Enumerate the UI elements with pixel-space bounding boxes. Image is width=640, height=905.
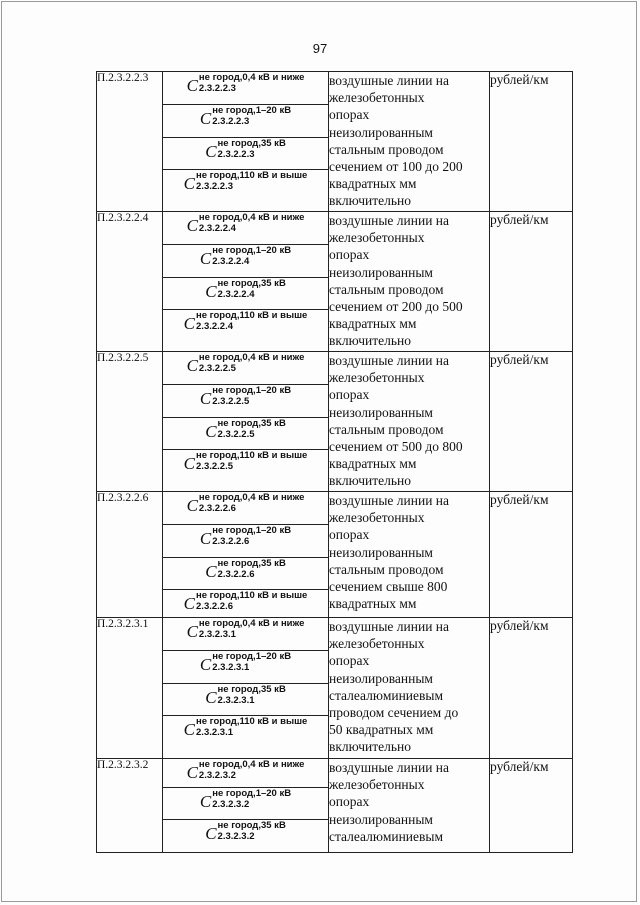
description-line: железобетонных bbox=[329, 777, 425, 793]
symbol-superscript: не город,0,4 кВ и ниже bbox=[198, 492, 305, 503]
description-line: квадратных мм bbox=[329, 316, 417, 332]
symbol-cell bbox=[163, 492, 329, 618]
rate-symbol bbox=[163, 557, 328, 589]
symbol-letter: C bbox=[199, 655, 212, 674]
rate-symbol bbox=[163, 492, 328, 524]
symbol-superscript: не город,1–20 кВ bbox=[212, 651, 292, 662]
symbol-indices bbox=[218, 559, 286, 580]
symbol-letter: C bbox=[186, 356, 198, 375]
description-line: неизолированным bbox=[329, 124, 433, 140]
symbol-letter: C bbox=[183, 174, 196, 193]
symbol-subscript: 2.3.2.2.3 bbox=[217, 149, 255, 160]
symbol-indices bbox=[212, 246, 291, 267]
symbol-letter: C bbox=[186, 216, 198, 235]
description-line: 50 квадратных мм bbox=[329, 722, 434, 738]
symbol-cell bbox=[163, 212, 329, 352]
rate-symbol bbox=[163, 787, 328, 819]
row-unit: рублей/км bbox=[490, 618, 573, 759]
symbol-subscript: 2.3.2.2.4 bbox=[212, 256, 250, 267]
table-row bbox=[97, 759, 573, 853]
description-line: неизолированным bbox=[329, 544, 433, 560]
row-description bbox=[329, 212, 490, 352]
symbol-indices bbox=[218, 821, 286, 842]
description-line: квадратных мм bbox=[329, 176, 417, 192]
row-unit: рублей/км bbox=[490, 759, 573, 853]
description-line: неизолированным bbox=[329, 811, 433, 827]
row-code: П.2.3.2.2.6 bbox=[97, 492, 163, 618]
symbol-superscript: не город,0,4 кВ и ниже bbox=[198, 352, 305, 363]
description-line: опорах bbox=[329, 794, 370, 810]
symbol-superscript: не город,110 кВ и выше bbox=[196, 310, 308, 321]
symbol-indices bbox=[199, 353, 305, 374]
description-line: железобетонных bbox=[329, 90, 425, 106]
symbol-letter: C bbox=[205, 282, 217, 301]
description-line: воздушные линии на bbox=[329, 213, 450, 228]
symbol-indices bbox=[196, 171, 307, 192]
rate-symbol bbox=[163, 650, 328, 683]
rate-symbol bbox=[163, 715, 328, 758]
symbol-indices bbox=[199, 619, 305, 640]
description-line: сечением от 200 до 500 bbox=[329, 299, 463, 315]
description-line: стальным проводом bbox=[329, 281, 444, 297]
symbol-subscript: 2.3.2.2.5 bbox=[196, 461, 233, 472]
description-line: воздушные линии на bbox=[329, 353, 450, 368]
symbol-letter: C bbox=[199, 529, 212, 548]
description-line: включительно bbox=[329, 739, 412, 755]
description-line: сечением свыше 800 bbox=[329, 579, 448, 595]
symbol-superscript: не город,35 кВ bbox=[217, 684, 286, 695]
description-line: воздушные линии на bbox=[329, 760, 450, 775]
symbol-superscript: не город,1–20 кВ bbox=[212, 788, 292, 799]
symbol-indices bbox=[199, 213, 305, 234]
symbol-superscript: не город,35 кВ bbox=[217, 418, 286, 429]
rate-symbol bbox=[163, 169, 328, 211]
description-line: неизолированным bbox=[329, 404, 433, 420]
symbol-subscript: 2.3.2.3.2 bbox=[217, 831, 255, 842]
description-line: сечением от 100 до 200 bbox=[329, 159, 463, 175]
description-line: опорах bbox=[329, 387, 370, 403]
symbol-subscript: 2.3.2.3.1 bbox=[217, 695, 255, 706]
row-description bbox=[329, 352, 490, 492]
symbol-letter: C bbox=[183, 720, 196, 739]
description-line: включительно bbox=[329, 473, 412, 489]
symbol-subscript: 2.3.2.2.6 bbox=[198, 503, 236, 514]
symbol-superscript: не город,35 кВ bbox=[217, 138, 286, 149]
description-line: железобетонных bbox=[329, 370, 425, 386]
symbol-superscript: не город,110 кВ и выше bbox=[196, 170, 308, 181]
description-line: железобетонных bbox=[329, 230, 425, 246]
description-line: стальным проводом bbox=[329, 141, 444, 157]
symbol-indices bbox=[212, 652, 291, 673]
rate-symbol bbox=[163, 384, 328, 417]
description-line: опорах bbox=[329, 653, 370, 669]
symbol-superscript: не город,1–20 кВ bbox=[212, 105, 292, 116]
row-unit: рублей/км bbox=[490, 492, 573, 618]
symbol-subscript: 2.3.2.3.1 bbox=[212, 662, 250, 673]
symbol-letter: C bbox=[183, 314, 196, 333]
rates-table-body bbox=[97, 72, 573, 853]
description-line: неизолированным bbox=[329, 670, 433, 686]
rate-symbol bbox=[163, 72, 328, 104]
rate-symbol bbox=[163, 137, 328, 169]
symbol-subscript: 2.3.2.2.3 bbox=[212, 116, 250, 127]
table-row bbox=[97, 492, 573, 618]
row-code: П.2.3.2.3.2 bbox=[97, 759, 163, 853]
rate-symbol bbox=[163, 244, 328, 277]
table-row bbox=[97, 618, 573, 759]
symbol-superscript: не город,110 кВ и выше bbox=[196, 450, 308, 461]
symbol-indices bbox=[212, 789, 291, 810]
rate-symbol bbox=[163, 277, 328, 309]
rate-symbol bbox=[163, 212, 328, 244]
row-description bbox=[329, 72, 490, 212]
table-row bbox=[97, 212, 573, 352]
symbol-superscript: не город,110 кВ и выше bbox=[196, 590, 308, 601]
symbol-superscript: не город,1–20 кВ bbox=[212, 245, 292, 256]
description-line: квадратных мм bbox=[329, 456, 417, 472]
rate-symbol bbox=[163, 352, 328, 384]
symbol-indices bbox=[212, 526, 291, 547]
symbol-superscript: не город,0,4 кВ и ниже bbox=[198, 72, 305, 83]
symbol-subscript: 2.3.2.2.4 bbox=[196, 321, 233, 332]
symbol-letter: C bbox=[205, 688, 217, 707]
symbol-subscript: 2.3.2.2.6 bbox=[196, 601, 233, 612]
row-description bbox=[329, 759, 490, 853]
symbol-subscript: 2.3.2.2.5 bbox=[212, 396, 250, 407]
symbol-letter: C bbox=[205, 422, 217, 441]
symbol-letter: C bbox=[205, 562, 217, 581]
symbol-superscript: не город,35 кВ bbox=[217, 278, 286, 289]
description-line: стальным проводом bbox=[329, 561, 444, 577]
symbol-indices bbox=[196, 451, 307, 472]
symbol-indices bbox=[196, 311, 307, 332]
symbol-letter: C bbox=[205, 142, 217, 161]
symbol-letter: C bbox=[186, 622, 198, 641]
rate-symbol bbox=[163, 819, 328, 852]
symbol-subscript: 2.3.2.2.3 bbox=[198, 83, 236, 94]
symbol-superscript: не город,0,4 кВ и ниже bbox=[198, 759, 305, 770]
symbol-cell bbox=[163, 618, 329, 759]
description-line: включительно bbox=[329, 333, 412, 349]
description-line: опорах bbox=[329, 527, 370, 543]
symbol-letter: C bbox=[199, 389, 212, 408]
symbol-superscript: не город,0,4 кВ и ниже bbox=[198, 212, 305, 223]
rate-symbol bbox=[163, 417, 328, 449]
page-number: 97 bbox=[312, 41, 328, 56]
symbol-superscript: не город,35 кВ bbox=[217, 558, 286, 569]
description-line: воздушные линии на bbox=[329, 619, 450, 634]
row-description bbox=[329, 492, 490, 618]
row-unit: рублей/км bbox=[490, 72, 573, 212]
symbol-letter: C bbox=[205, 824, 217, 843]
description-line: сечением от 500 до 800 bbox=[329, 439, 463, 455]
symbol-indices bbox=[218, 139, 286, 160]
symbol-indices bbox=[218, 279, 286, 300]
symbol-stack bbox=[163, 492, 328, 617]
symbol-indices bbox=[199, 73, 305, 94]
description-line: неизолированным bbox=[329, 264, 433, 280]
row-code: П.2.3.2.2.3 bbox=[97, 72, 163, 212]
symbol-subscript: 2.3.2.3.2 bbox=[198, 770, 236, 781]
symbol-subscript: 2.3.2.2.5 bbox=[217, 429, 255, 440]
symbol-stack bbox=[163, 212, 328, 351]
symbol-indices bbox=[199, 493, 305, 514]
symbol-letter: C bbox=[183, 454, 196, 473]
symbol-subscript: 2.3.2.2.6 bbox=[212, 536, 250, 547]
symbol-subscript: 2.3.2.2.6 bbox=[217, 569, 255, 580]
symbol-subscript: 2.3.2.2.5 bbox=[198, 363, 236, 374]
symbol-cell bbox=[163, 352, 329, 492]
rates-table bbox=[96, 71, 573, 853]
table-row bbox=[97, 352, 573, 492]
symbol-indices bbox=[196, 717, 307, 738]
symbol-subscript: 2.3.2.3.2 bbox=[212, 799, 250, 810]
symbol-indices bbox=[218, 419, 286, 440]
symbol-stack bbox=[163, 352, 328, 491]
symbol-superscript: не город,0,4 кВ и ниже bbox=[198, 618, 305, 629]
symbol-indices bbox=[212, 386, 291, 407]
row-code: П.2.3.2.3.1 bbox=[97, 618, 163, 759]
rate-symbol bbox=[163, 589, 328, 617]
description-line: проводом сечением до bbox=[329, 705, 459, 721]
description-line: железобетонных bbox=[329, 636, 425, 652]
description-line: железобетонных bbox=[329, 510, 425, 526]
symbol-subscript: 2.3.2.2.4 bbox=[198, 223, 236, 234]
description-line: опорах bbox=[329, 107, 370, 123]
symbol-superscript: не город,110 кВ и выше bbox=[196, 716, 308, 727]
row-unit: рублей/км bbox=[490, 212, 573, 352]
row-code: П.2.3.2.2.4 bbox=[97, 212, 163, 352]
row-unit: рублей/км bbox=[490, 352, 573, 492]
description-line: воздушные линии на bbox=[329, 73, 450, 88]
symbol-superscript: не город,1–20 кВ bbox=[212, 525, 292, 536]
row-code: П.2.3.2.2.5 bbox=[97, 352, 163, 492]
symbol-indices bbox=[196, 591, 307, 612]
rate-symbol bbox=[163, 309, 328, 351]
symbol-subscript: 2.3.2.3.1 bbox=[198, 629, 236, 640]
rate-symbol bbox=[163, 683, 328, 715]
description-line: квадратных мм bbox=[329, 596, 417, 612]
rate-symbol bbox=[163, 104, 328, 137]
symbol-indices bbox=[218, 685, 286, 706]
description-line: опорах bbox=[329, 247, 370, 263]
symbol-letter: C bbox=[186, 763, 198, 782]
symbol-superscript: не город,35 кВ bbox=[217, 820, 286, 831]
symbol-subscript: 2.3.2.2.3 bbox=[196, 181, 233, 192]
rate-symbol bbox=[163, 759, 328, 787]
description-line: сталеалюминиевым bbox=[329, 687, 444, 703]
description-line: сталеалюминиевым bbox=[329, 828, 444, 844]
description-line: включительно bbox=[329, 193, 412, 209]
description-line: стальным проводом bbox=[329, 421, 444, 437]
rate-symbol bbox=[163, 524, 328, 557]
symbol-indices bbox=[199, 760, 305, 781]
rate-symbol bbox=[163, 449, 328, 491]
symbol-letter: C bbox=[186, 496, 198, 515]
description-line: воздушные линии на bbox=[329, 493, 450, 508]
symbol-stack bbox=[163, 618, 328, 758]
symbol-cell bbox=[163, 759, 329, 853]
row-description bbox=[329, 618, 490, 759]
symbol-letter: C bbox=[186, 76, 198, 95]
symbol-letter: C bbox=[183, 594, 196, 613]
symbol-letter: C bbox=[199, 109, 212, 128]
rate-symbol bbox=[163, 618, 328, 650]
symbol-letter: C bbox=[199, 792, 212, 811]
symbol-superscript: не город,1–20 кВ bbox=[212, 385, 292, 396]
symbol-stack bbox=[163, 759, 328, 852]
symbol-subscript: 2.3.2.2.4 bbox=[217, 289, 255, 300]
symbol-indices bbox=[212, 106, 291, 127]
symbol-cell bbox=[163, 72, 329, 212]
symbol-letter: C bbox=[199, 249, 212, 268]
symbol-stack bbox=[163, 72, 328, 211]
table-row bbox=[97, 72, 573, 212]
symbol-subscript: 2.3.2.3.1 bbox=[196, 727, 233, 738]
